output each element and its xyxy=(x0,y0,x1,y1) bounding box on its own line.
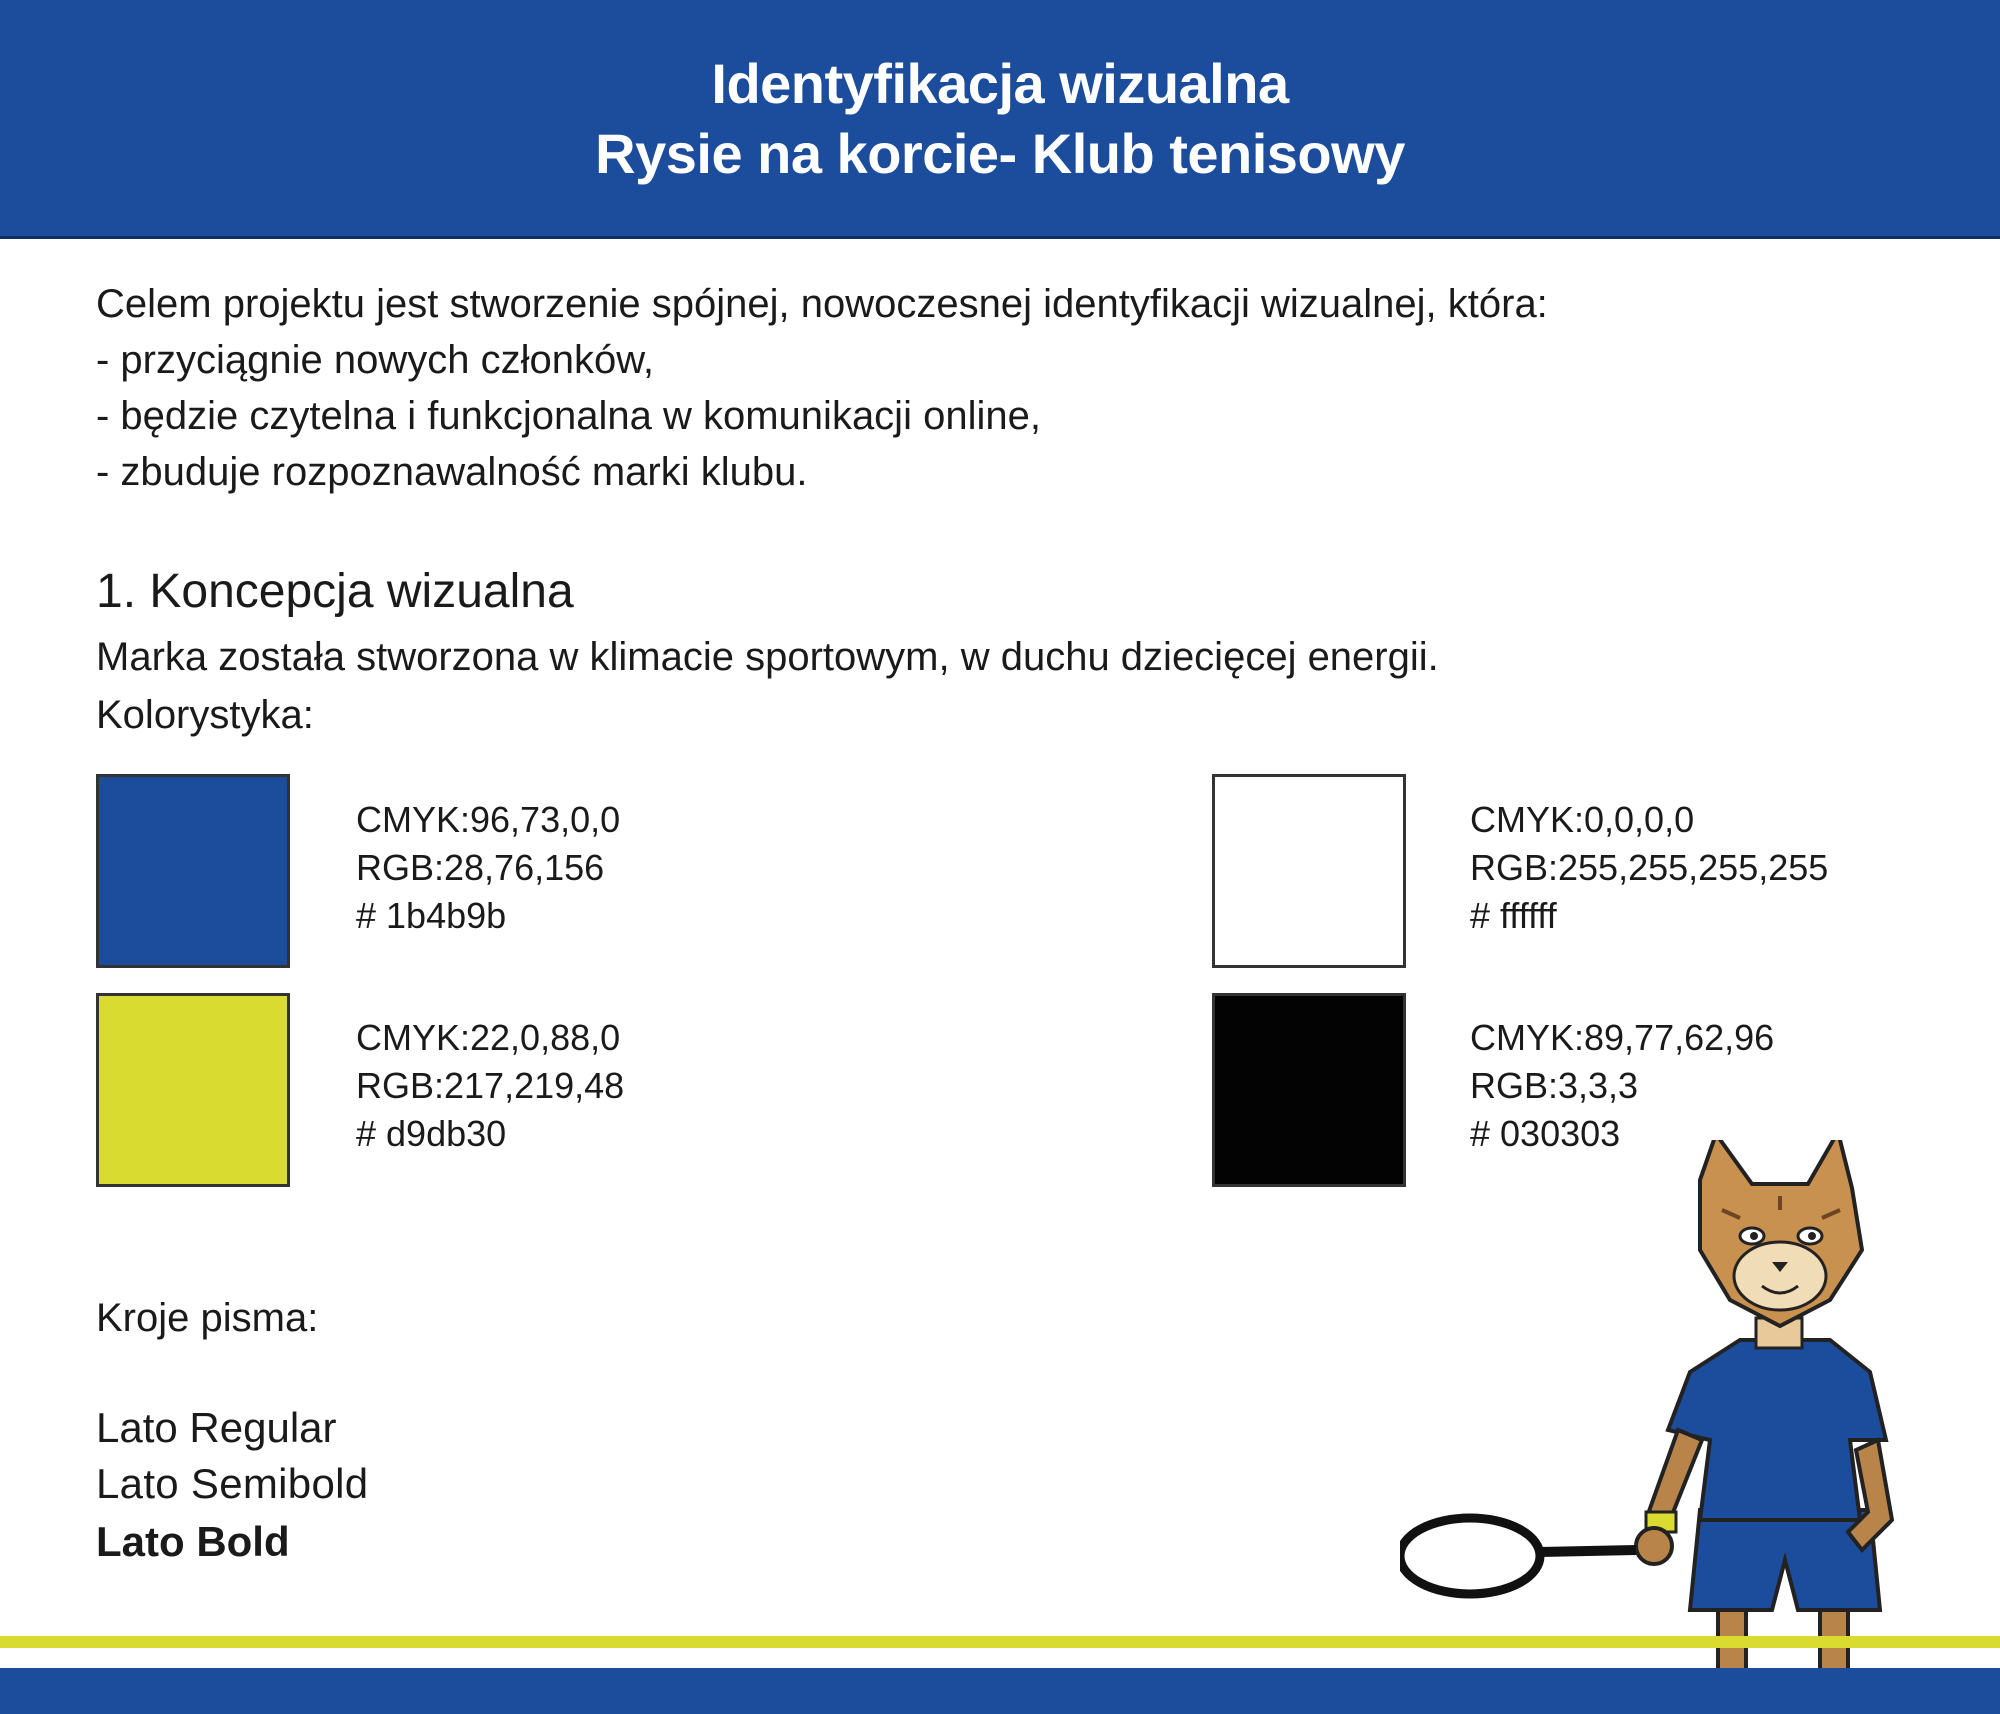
cmyk-value: CMYK:96,73,0,0 xyxy=(356,799,621,840)
intro-point: - zbuduje rozpoznawalność marki klubu. xyxy=(96,450,808,494)
rgb-value: RGB:3,3,3 xyxy=(1470,1065,1639,1106)
font-sample-bold: Lato Bold xyxy=(96,1518,290,1565)
cmyk-value: CMYK:22,0,88,0 xyxy=(356,1017,621,1058)
color-swatch-yellow xyxy=(96,993,290,1187)
intro-point: - będzie czytelna i funkcjonalna w komunikacji online, xyxy=(96,394,1041,438)
colors-label: Kolorystyka: xyxy=(96,693,314,737)
footer-bar xyxy=(0,1668,2000,1714)
header-divider xyxy=(0,236,2000,239)
color-swatch-black xyxy=(1212,993,1406,1187)
hex-value: # d9db30 xyxy=(356,1113,507,1154)
title-line-2: Rysie na korcie- Klub tenisowy xyxy=(595,122,1405,185)
header-banner xyxy=(0,0,2000,238)
intro-text xyxy=(96,276,1548,500)
color-swatch-blue xyxy=(96,774,290,968)
hex-value: # 030303 xyxy=(1470,1113,1621,1154)
section-title: 1. Koncepcja wizualna xyxy=(96,565,574,618)
hex-value: # ffffff xyxy=(1470,895,1557,936)
section-description xyxy=(96,628,1439,744)
color-info-blue xyxy=(356,796,620,940)
color-info-black xyxy=(1470,1014,1774,1158)
color-swatch-white xyxy=(1212,774,1406,968)
cmyk-value: CMYK:0,0,0,0 xyxy=(1470,799,1695,840)
rgb-value: RGB:28,76,156 xyxy=(356,847,605,888)
color-info-yellow xyxy=(356,1014,624,1158)
yellow-stripe xyxy=(0,1636,2000,1648)
intro-lead: Celem projektu jest stworzenie spójnej, nowoczesnej identyfikacji wizualnej, która: xyxy=(96,282,1548,326)
color-info-white xyxy=(1470,796,1828,940)
title-line-1: Identyfikacja wizualna xyxy=(711,52,1289,115)
fonts-label: Kroje pisma: xyxy=(96,1296,319,1340)
rgb-value: RGB:217,219,48 xyxy=(356,1065,625,1106)
concept-description: Marka została stworzona w klimacie sportowym, w duchu dziecięcej energii. xyxy=(96,635,1439,679)
cmyk-value: CMYK:89,77,62,96 xyxy=(1470,1017,1775,1058)
font-sample-semibold: Lato Semibold xyxy=(96,1460,369,1507)
rgb-value: RGB:255,255,255,255 xyxy=(1470,847,1829,888)
intro-point: - przyciągnie nowych członków, xyxy=(96,338,655,382)
hex-value: # 1b4b9b xyxy=(356,895,507,936)
lynx-tennis-player-icon xyxy=(1400,1140,1920,1680)
font-sample-regular: Lato Regular xyxy=(96,1404,337,1451)
